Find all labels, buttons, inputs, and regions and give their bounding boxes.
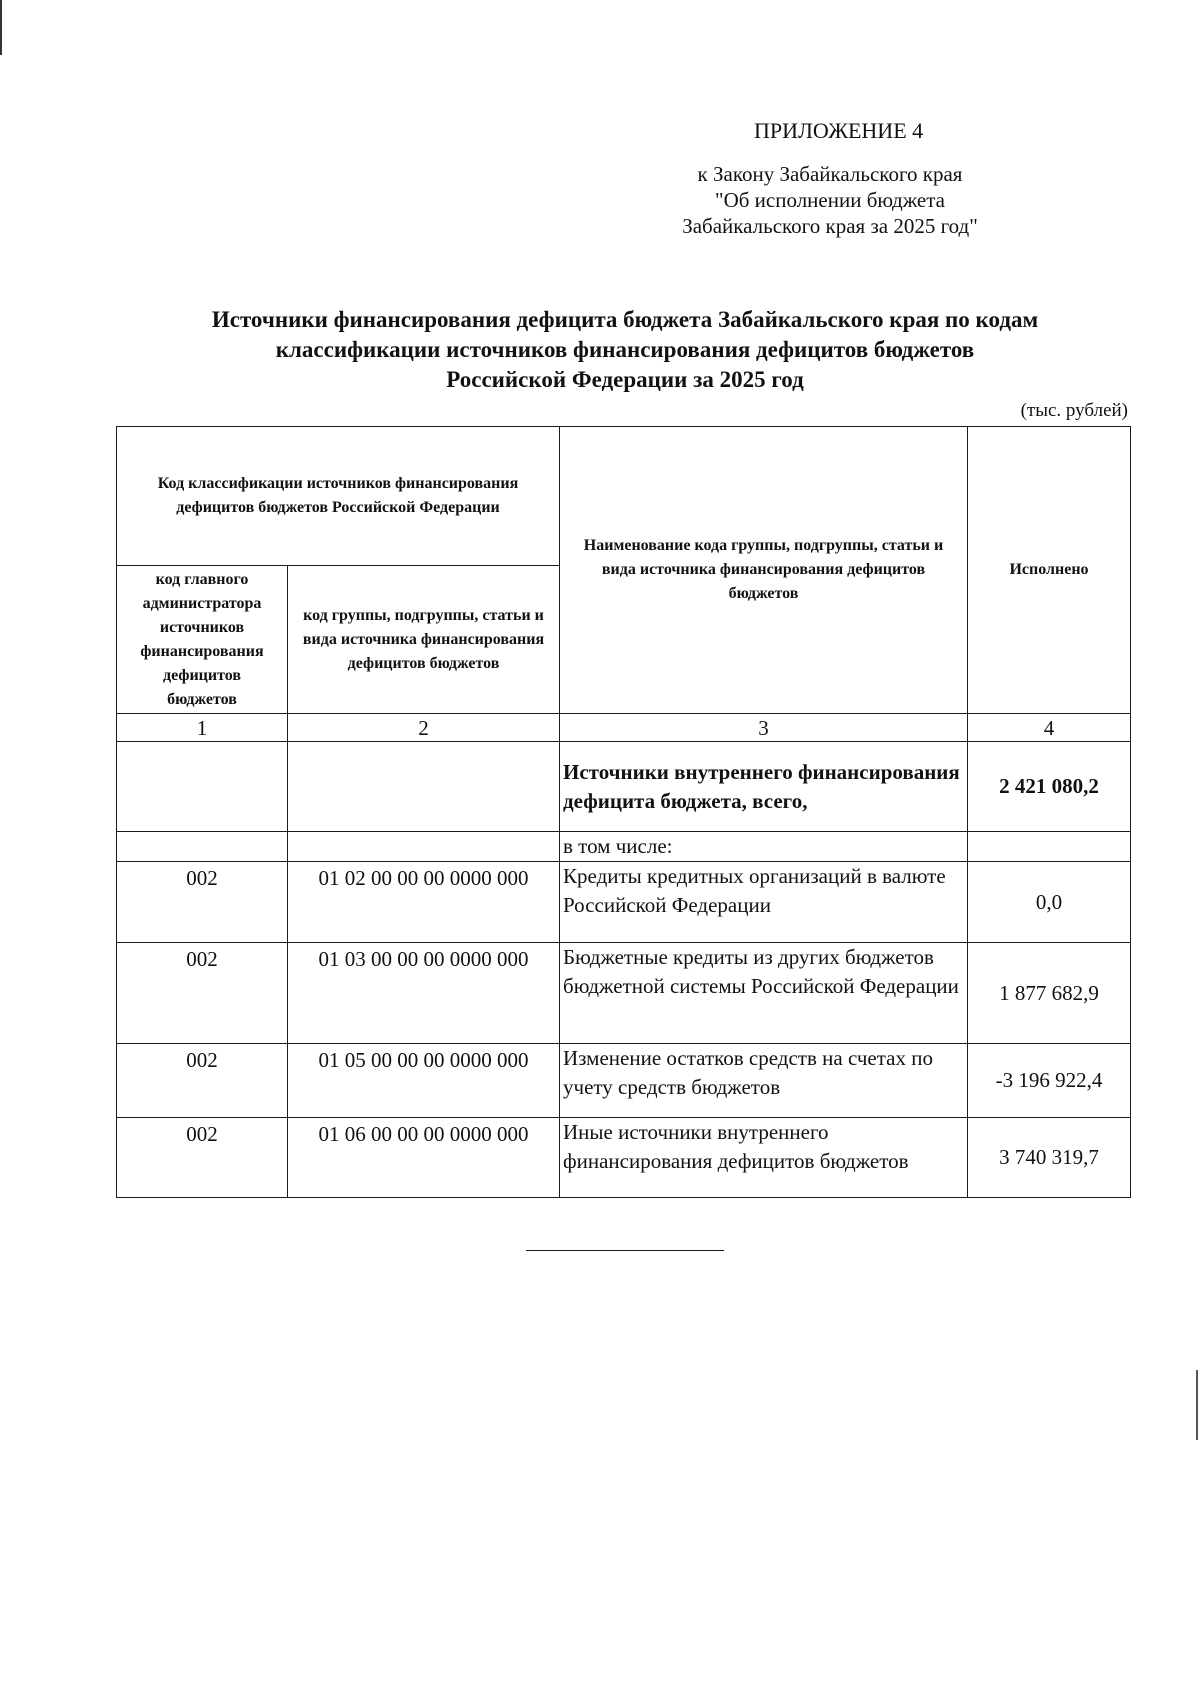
- header-executed: Исполнено: [968, 427, 1131, 714]
- law-reference-line: "Об исполнении бюджета: [715, 188, 945, 212]
- including-label: в том числе:: [560, 832, 968, 862]
- document-title-line: Источники финансирования дефицита бюджета Забайкальского края по кодам: [211, 307, 1039, 332]
- table-row-including: [117, 832, 1131, 862]
- column-number: 3: [560, 714, 968, 742]
- admin-code-cell: 002: [117, 1118, 288, 1198]
- admin-code-cell: 002: [117, 862, 288, 943]
- column-number: 2: [288, 714, 560, 742]
- admin-code-cell: 002: [117, 1044, 288, 1118]
- executed-value-cell: -3 196 922,4: [968, 1044, 1131, 1118]
- end-rule: [526, 1250, 724, 1251]
- header-classification-code: Код классификации источников финансирования дефицитов бюджетов Российской Федерации: [117, 427, 560, 566]
- total-name: Источники внутреннего финансирования дефицита бюджета, всего,: [560, 742, 968, 832]
- empty-cell: [117, 832, 288, 862]
- source-name-cell: Изменение остатков средств на счетах по учету средств бюджетов: [560, 1044, 968, 1118]
- empty-cell: [288, 742, 560, 832]
- scan-edge-mark: [0, 0, 2, 55]
- group-code-cell: 01 05 00 00 00 0000 000: [288, 1044, 560, 1118]
- source-name-cell: Бюджетные кредиты из других бюджетов бюджетной системы Российской Федерации: [560, 943, 968, 1044]
- document-title-line: классификации источников финансирования дефицитов бюджетов: [275, 337, 975, 362]
- executed-value-cell: 3 740 319,7: [968, 1118, 1131, 1198]
- executed-value-cell: 0,0: [968, 862, 1131, 943]
- document-title: [120, 305, 1130, 395]
- empty-cell: [968, 832, 1131, 862]
- table-row: [117, 862, 1131, 943]
- table-row: [117, 943, 1131, 1044]
- column-number: 4: [968, 714, 1131, 742]
- law-reference-line: Забайкальского края за 2025 год": [682, 214, 978, 238]
- law-reference-line: к Закону Забайкальского края: [697, 162, 963, 186]
- table-row: [117, 1118, 1131, 1198]
- table-row: [117, 1044, 1131, 1118]
- column-numbers-row: [117, 714, 1131, 742]
- header-group-code: код группы, подгруппы, статьи и вида источника финансирования дефицитов бюджетов: [288, 566, 560, 714]
- empty-cell: [288, 832, 560, 862]
- executed-value-cell: 1 877 682,9: [968, 943, 1131, 1044]
- source-name-cell: Иные источники внутреннего финансирования дефицитов бюджетов: [560, 1118, 968, 1198]
- document-title-line: Российской Федерации за 2025 год: [446, 367, 804, 392]
- source-name-cell: Кредиты кредитных организаций в валюте Российской Федерации: [560, 862, 968, 943]
- financing-sources-table: [116, 426, 1131, 1198]
- empty-cell: [117, 742, 288, 832]
- column-number: 1: [117, 714, 288, 742]
- appendix-label: ПРИЛОЖЕНИЕ 4: [754, 118, 924, 143]
- law-reference: [660, 161, 1000, 239]
- table-header-row: [117, 427, 1131, 566]
- total-value: 2 421 080,2: [968, 742, 1131, 832]
- header-name: Наименование кода группы, подгруппы, статьи и вида источника финансирования дефицитов бюджетов: [560, 427, 968, 714]
- units-label: (тыс. рублей): [1020, 400, 1128, 421]
- table-row-total: [117, 742, 1131, 832]
- scan-edge-mark: [1196, 1370, 1198, 1440]
- header-admin-code: код главного администратора источников финансирования дефицитов бюджетов: [117, 566, 288, 714]
- group-code-cell: 01 06 00 00 00 0000 000: [288, 1118, 560, 1198]
- admin-code-cell: 002: [117, 943, 288, 1044]
- group-code-cell: 01 02 00 00 00 0000 000: [288, 862, 560, 943]
- group-code-cell: 01 03 00 00 00 0000 000: [288, 943, 560, 1044]
